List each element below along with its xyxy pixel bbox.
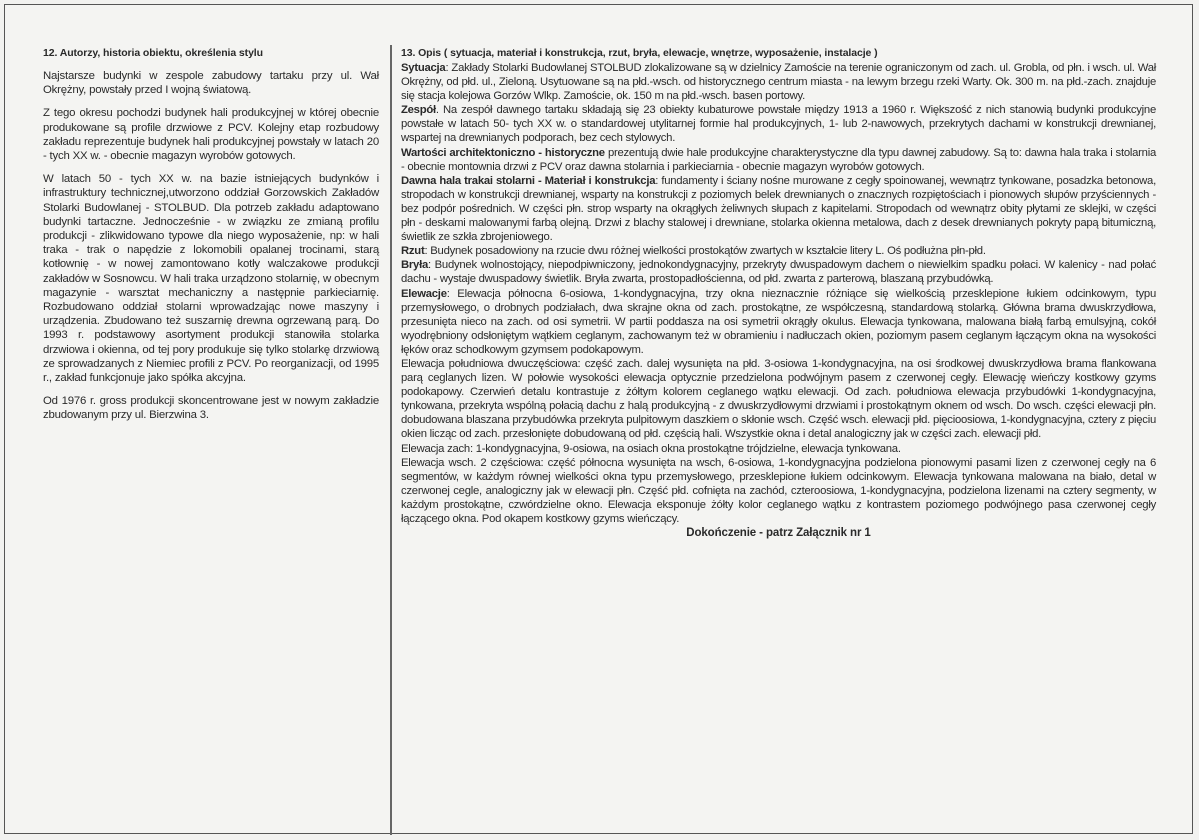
description-paragraph xyxy=(401,244,1156,258)
history-paragraph: W latach 50 - tych XX w. na bazie istniejących budynków i infrastruktury technicznej,utworzono oddział Gorzowskich Zakładów Stolarki Budowlanej - STOLBUD. Dla potrzeb zakładu adaptowano budynki tartaczne. Jednocześnie - w związku ze zmianą profilu produkcji - zlikwidowano typowe dla niego wyposażenie, np: w hali traka - trak o napędzie z lokomobili opalanej trocinami, starą kotłownię - w nowej zamontowano kotły walczakowe produkcji zakładów w Sosnowcu. W hali traka urządzono stolarnię, w obecnym magazynie - warsztat mechaniczny a następnie parkieciarnię. Rozbudowano oddział stolarni wprowadzając nowe maszyny i urządzenia. Zbudowano też suszarnię drewna ogrzewaną parą. Do 1993 r. podstawowy asortyment produkcji stanowiła stolarka drzwiowa i okienna, od tej pory produkuje się tylko stolarkę drzwiową ze sprowadzanych z Niemiec profili z PCV. Po reorganizacji, od 1995 r., zakład funkcjonuje jako spółka akcyjna. xyxy=(43,173,379,385)
description-paragraph xyxy=(401,258,1156,286)
description-paragraph xyxy=(401,146,1156,174)
history-paragraph: Od 1976 r. gross produkcji skoncentrowane jest w nowym zakładzie zbudowanym przy ul. Bierzwina 3. xyxy=(43,395,379,422)
paragraph-text: . Na zespół dawnego tartaku składają się 23 obiekty kubaturowe powstałe między 1913 a 1960 r. Większość z nich stanowią budynki produkcyjne powstałe w latach 50- tych XX w. o standardowej utylitarnej formie hal produkcyjnych, 1- lub 2-nawowych, przekrytych dachami w konstrukcji drewnianej, wspartej na drewnianych podporach, bez cech stylowych. xyxy=(401,104,1156,145)
paragraph-text: prezentują dwie hale produkcyjne charakterystyczne dla typu dawnej zabudowy. Są to: dawna hala traka i stolarnia - obecnie montownia drzwi z PCV oraz dawna stolarnia i parkieciarnia - obecnie magazyn wyrobów gotowych. xyxy=(401,146,1157,173)
paragraph-label: Bryła xyxy=(401,259,429,272)
section-13-title: 13. Opis ( sytuacja, materiał i konstrukcja, rzut, bryła, elewacje, wnętrze, wyposażenie, instalacje ) xyxy=(401,47,878,59)
section-12-title: 12. Autorzy, historia obiektu, określenia stylu xyxy=(43,47,263,59)
paragraph-text: : Zakłady Stolarki Budowlanej STOLBUD zlokalizowane są w dzielnicy Zamoście na terenie ograniczonym od zach. ul. Grobla, od płn. i wsch. ul. Wał Okrężny, od płd. ul., Zieloną. Usytuowane są na płd.-wsch. od historycznego centrum miasta - na lewym brzegu rzeki Warty. Ok. 300 m. na płd.-zach. znajduje się stacja kolejowa Gorzów Wlkp. Zamoście, ok. 150 m na płd.-wsch. basen portowy. xyxy=(401,62,1156,103)
paragraph-label: Dawna hala trakai stolarni - Materiał i konstrukcja xyxy=(401,174,656,187)
paragraph-text: : Budynek wolnostojący, niepodpiwniczony, jednokondygnacyjny, przekryty dwuspadowym dachem o niewielkim spadku połaci. W kalenicy - nad połać dachu - wystaje dwuspadowy świetlik. Bryła zwarta, prostopadłościenna, od płd. zwarta z parterową, blaszaną przybudówką. xyxy=(401,259,1156,286)
history-paragraph: Z tego okresu pochodzi budynek hali produkcyjnej w której obecnie produkowane są profile drzwiowe z PCV. Kolejny etap rozbudowy zakładu reprezentuje budynek hali produkcyjnej powstały w latach 20 - tych XX w. - obecnie magazyn wyrobów gotowych. xyxy=(43,107,379,163)
description-paragraph xyxy=(401,174,1156,244)
paragraph-label: Elewacje xyxy=(401,287,447,300)
description-paragraph xyxy=(401,103,1156,145)
paragraph-text: : fundamenty i ściany nośne murowane z cegły spoinowanej, wewnątrz tynkowane, posadzka betonowa, stropodach w konstrukcji drewnianej, wsparty na konstrukcji z poziomych belek drewnianych o znacznych rozpiętościach i pionowych słupów przyściennych - bez podpór pośrednich. W części płn. strop wsparty na okrągłych żeliwnych słupach z kapitelami. Stropodach od wewnątrz obity płytami ze sklejki, w części płn - deskami malowanymi farbą olejną. Drzwi z blachy stalowej i drewniane, stolarka okienna metalowa, dach z desek drewnianych pokryty papą bitumiczną, świetlik ze szkła zbrojeniowego. xyxy=(401,174,1156,244)
paragraph-text: Elewacja wsch. 2 częściowa: część północna wysunięta na wsch, 6-osiowa, 1-kondygnacyjna podzielona pionowymi pasami lizen z czerwonej cegły na 6 segmentów, w każdym równej wielkości okna typu przemysłowego, przesklepione łukiem odcinkowym. Elewacja tynkowana malowana na biało, detal w czerwonej cegle, analogiczny jak w elewacji płn. Część płd. cofnięta na zachód, czteroosiowa, 1-kondygnacyjna, podzielona lizenami na cztery segmenty, w każdym prostokątne, czwórdzielne okno. Elewacja eksponuje żółty kolor ceglanego wątku z kontrastem poziomego podwójnego pasa czerwonej cegły łączącego okna. Pod okapem kostkowy gzyms wieńczący. xyxy=(401,456,1156,525)
paragraph-text: : Budynek posadowiony na rzucie dwu różnej wielkości prostokątów zwartych w kształcie litery L. Oś podłużna płn-płd. xyxy=(424,245,986,258)
paragraph-text: Elewacja zach: 1-kondygnacyjna, 9-osiowa, na osiach okna prostokątne trójdzielne, elewacja tynkowana. xyxy=(401,442,901,455)
section-13-description xyxy=(401,47,1156,539)
column-divider xyxy=(390,45,392,835)
paragraph-label: Sytuacja xyxy=(401,62,446,74)
paragraph-label: Zespół xyxy=(401,104,436,117)
description-paragraph xyxy=(401,357,1156,442)
paragraph-label: Wartości architektoniczno - historyczne xyxy=(401,146,605,159)
description-paragraph xyxy=(401,456,1156,526)
paragraph-text: Elewacja południowa dwuczęściowa: część zach. dalej wysunięta na płd. 3-osiowa 1-kondygnacyjna, na osi środkowej dwuskrzydłowa brama flankowana parą ceglanych lizen. W połowie wysokości elewacja optycznie przedzielona podwójnym pasem z czerwonej cegły. Elewację wieńczy kostkowy gzyms podokapowy. Czerwień detalu kontrastuje z żółtym kolorem ceglanego wątku elewacji. Od zach. południowa elewacja przybudówki 1-kondygnacyjna, tynkowana, przekryta wspólną połacią dachu z halą produkcyjną - z dwuskrzydłowymi drzwiami i prostokątnym oknem od wsch. Do wsch. części elewacji płn. dobudowana blaszana przybudówka przekryta pulpitowym daszkiem o skłonie wsch. Część wsch. elewacji płd. pięcioosiowa, 1-kondygnacyjna, cztery z pięciu okien licząc od zach. przesłonięte dobudowaną od płd. częścią hali. Wszystkie okna i detal analogiczny jak w części zach. elewacji płd. xyxy=(401,357,1156,441)
description-paragraph xyxy=(401,442,1156,456)
continuation-note: Dokończenie - patrz Załącznik nr 1 xyxy=(686,527,871,540)
form-sheet xyxy=(4,4,1193,834)
description-paragraph xyxy=(401,287,1156,357)
paragraph-label: Rzut xyxy=(401,245,425,258)
paragraph-text: : Elewacja północna 6-osiowa, 1-kondygnacyjna, trzy okna nieznacznie różniące się wielkością przesklepione łukiem odcinkowym, typu przemysłowego, o drobnych podziałach, dwa skrajne okna od zach. prostokątne, ze współczesną, standardową stolarką. Główna brama dwuskrzydłowa, przesunięta nieco na zach. od osi symetrii. W partii poddasza na osi symetrii okrągły okulus. Elewacja tynkowana, malowana białą farbą emulsyjną, cokół wyodrębniony odsłoniętym wątkiem ceglanym, zachowanym też w obramieniu i nadłuczach okien, poziomym pasem ceglanym łączącym okna na wysokości łęków oraz schodkowym gzymsem podokapowym. xyxy=(401,287,1156,356)
description-paragraph xyxy=(401,61,1156,103)
section-12-history xyxy=(43,47,379,432)
history-paragraph: Najstarsze budynki w zespole zabudowy tartaku przy ul. Wał Okrężny, powstały przed I wojną światową. xyxy=(43,70,379,97)
